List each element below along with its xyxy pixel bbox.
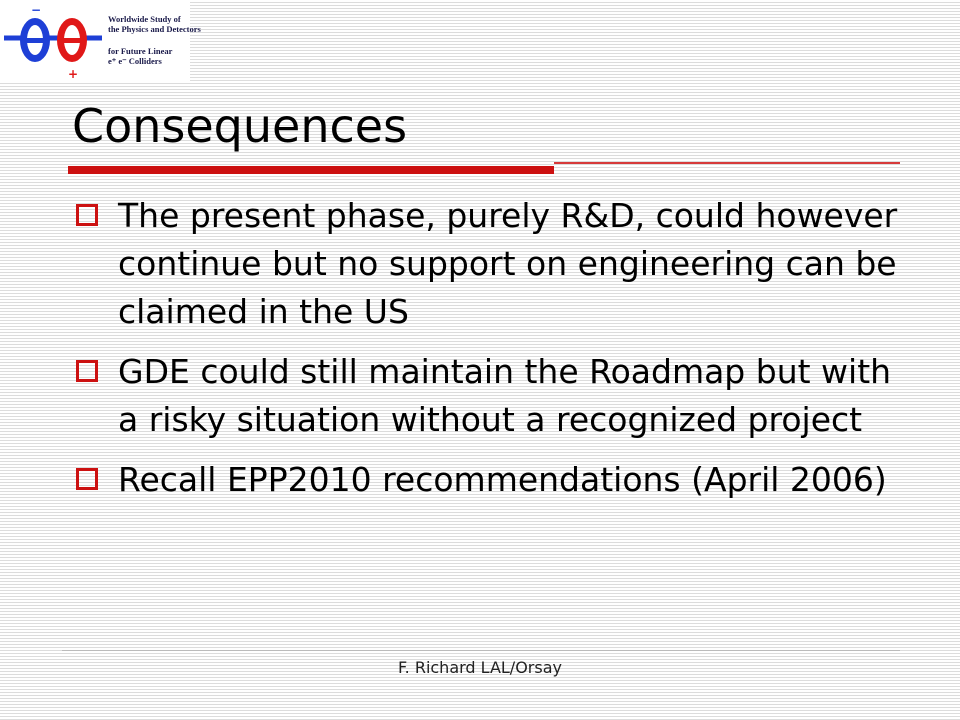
bullet-text: Recall EPP2010 recommendations (April 2006)	[118, 460, 887, 499]
hollow-square-bullet-icon	[76, 468, 98, 490]
svg-text:−: −	[31, 3, 42, 17]
bullet-text: GDE could still maintain the Roadmap but with a risky situation without a recognized project	[118, 352, 892, 439]
bullet-list	[72, 192, 912, 516]
hollow-square-bullet-icon	[76, 204, 98, 226]
bullet-text: The present phase, purely R&D, could however continue but no support on engineering can be claimed in the US	[118, 196, 898, 331]
title-underline-accent	[68, 166, 554, 174]
logo-text-line-4: e⁺ e⁻ Colliders	[108, 56, 162, 66]
logo-text-line-2: the Physics and Detectors	[108, 24, 201, 34]
bullet-item	[72, 348, 912, 444]
footer-author: F. Richard LAL/Orsay	[398, 658, 562, 677]
logo-text-line-1: Worldwide Study of	[108, 14, 181, 24]
svg-text:+: +	[68, 67, 79, 81]
hollow-square-bullet-icon	[76, 360, 98, 382]
bullet-item	[72, 192, 912, 336]
logo-text-line-3: for Future Linear	[108, 46, 173, 56]
bullet-item	[72, 456, 912, 504]
ecfa-logo	[0, 0, 201, 82]
slide-title: Consequences	[72, 99, 408, 153]
e-plus-e-minus-logo-icon	[0, 0, 106, 82]
title-underline-thin	[554, 162, 900, 164]
footer-divider	[62, 650, 900, 651]
